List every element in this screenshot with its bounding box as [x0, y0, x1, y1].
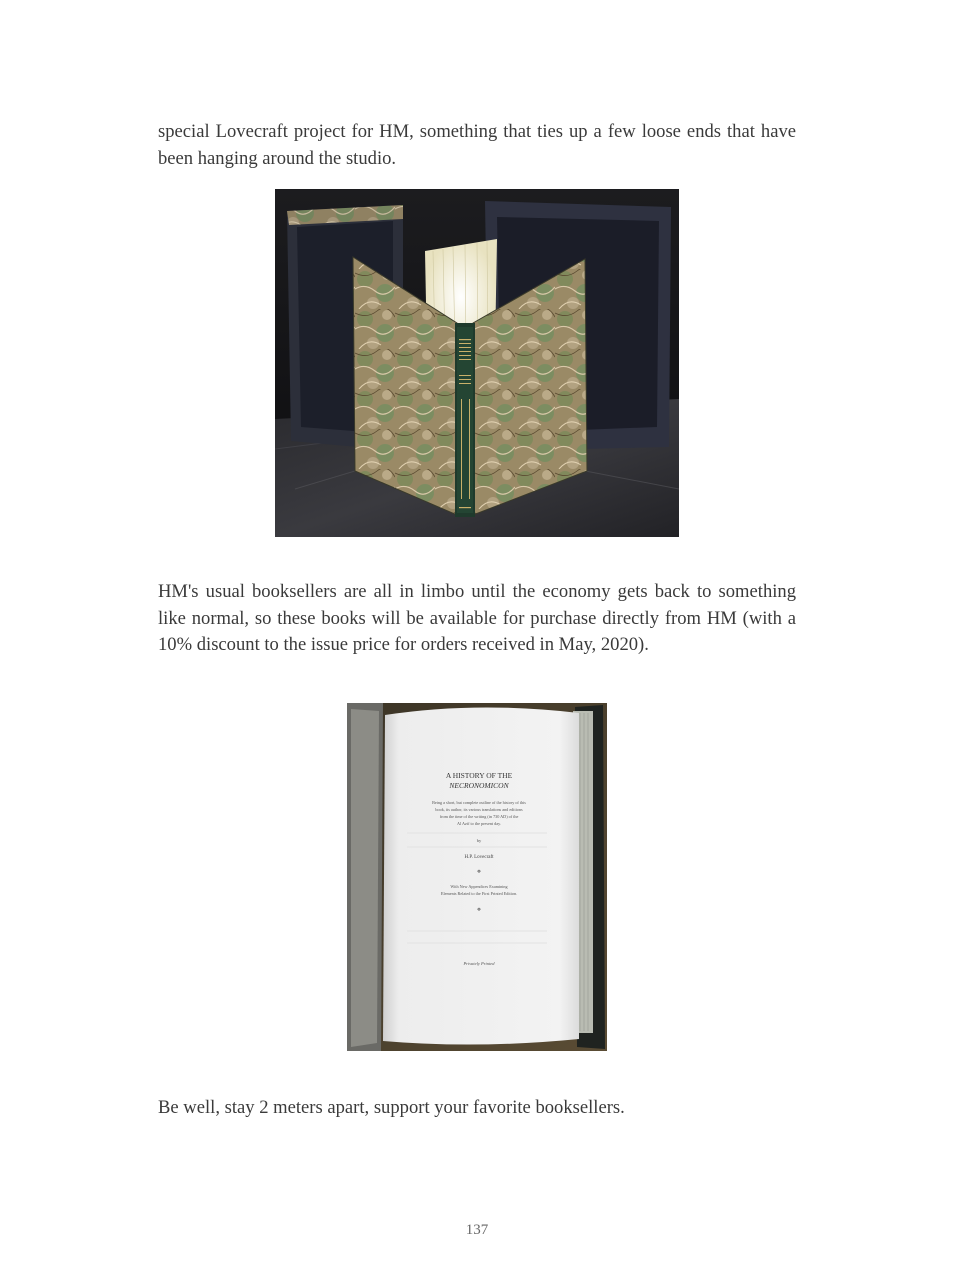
paragraph-closing: Be well, stay 2 meters apart, support your favorite booksellers.: [158, 1097, 625, 1118]
ornament-icon: ❖: [476, 870, 482, 875]
book-author: H.P. Lovecraft: [464, 855, 494, 860]
book-desc-line2: book, its author, its various translations and editions: [435, 807, 523, 812]
book-title-line1: A HISTORY OF THE: [445, 771, 513, 780]
book-imprint: Privately Printed: [463, 961, 495, 966]
book-desc-line3: from the time of the writing (in 730 AD) of the: [439, 814, 519, 819]
page-number: 137: [465, 1222, 489, 1238]
photo-title-page: [347, 703, 607, 1051]
ornament-icon: ❖: [476, 908, 482, 913]
paragraph-intro: special Lovecraft project for HM, something that ties up a few loose ends that have been hanging around the studio.: [158, 121, 796, 169]
book-new-line2: Elements Related to the First Printed Edition.: [440, 891, 518, 896]
book-desc-line4: Al Azif to the present day.: [457, 821, 501, 826]
paragraph-purchase: HM's usual booksellers are all in limbo until the economy gets back to something like normal, so these books will be available for purchase directly from HM (with a 10% discount to the issue price for orders received in May, 2020).: [158, 581, 796, 655]
book-title-line2: NECRONOMICON: [449, 781, 509, 790]
photo-book-in-box: [275, 189, 679, 537]
book-desc-line1: Being a short, but complete outline of the history of this: [432, 800, 526, 805]
book-by: by: [476, 838, 482, 843]
book-new-line1: With New Appendices Examining: [450, 884, 508, 889]
